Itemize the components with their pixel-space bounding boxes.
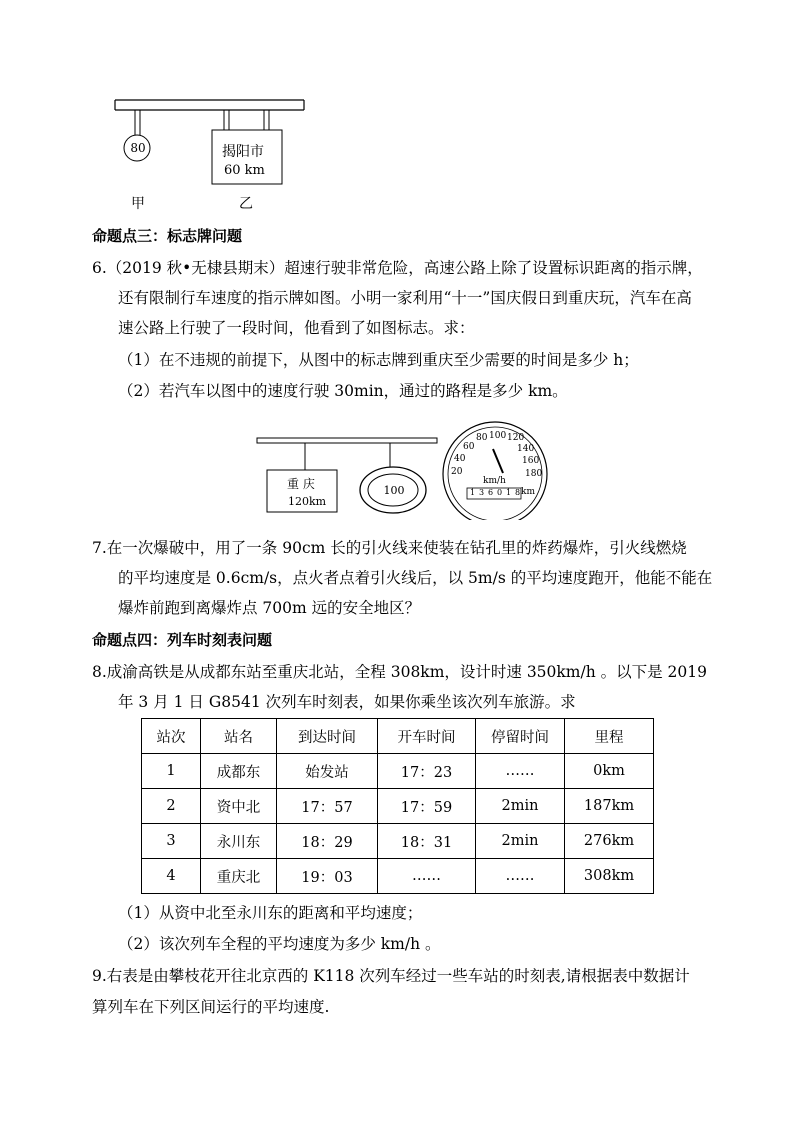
q6-line-1: 6.（2019 秋•无棣县期末）超速行驶非常危险，高速公路上除了设置标识距离的指示牌， [92, 259, 703, 277]
odometer-digit: 6 [487, 488, 494, 497]
table-row [142, 824, 654, 859]
table-cell: 19：03 [277, 859, 378, 894]
destination-sign-name: 揭阳市 [222, 144, 264, 160]
q7-line-1: 7.在一次爆破中，用了一条 90cm 长的引火线来使装在钻孔里的炸药爆炸，引火线燃烧 [92, 539, 687, 557]
table-header: 到达时间 [277, 719, 378, 754]
chongqing-sign-name: 重 庆 [287, 477, 315, 491]
table-cell: 308km [565, 859, 654, 894]
label-yi: 乙 [239, 196, 253, 212]
table-header: 站次 [142, 719, 201, 754]
odometer-digit: 1 [505, 488, 512, 497]
q8-line-1: 8.成渝高铁是从成都东站至重庆北站，全程 308km，设计时速 350km/h 。以下是 2019 [92, 663, 707, 681]
table-header: 停留时间 [476, 719, 565, 754]
speed-limit-80-text: 80 [130, 141, 146, 155]
odometer-digit: 8 [514, 488, 521, 497]
q8-sub-1: （1）从资中北至永川东的距离和平均速度； [118, 904, 423, 922]
label-jia: 甲 [131, 196, 145, 212]
gauge-tick-100: 100 [489, 431, 507, 441]
gauge-tick-40: 40 [454, 454, 466, 464]
table-cell: 2min [476, 789, 565, 824]
table-cell: 276km [565, 824, 654, 859]
table-cell: 0km [565, 754, 654, 789]
table-cell: 18：29 [277, 824, 378, 859]
destination-sign-distance: 60 km [224, 163, 265, 178]
table-cell: 187km [565, 789, 654, 824]
speed-limit-100-text: 100 [383, 484, 405, 497]
table-cell: 17：23 [378, 754, 476, 789]
gauge-tick-120: 120 [507, 433, 525, 443]
table-cell: 3 [142, 824, 201, 859]
gauge-tick-20: 20 [451, 467, 463, 477]
gauge-tick-140: 140 [517, 444, 535, 454]
gauge-tick-60: 60 [463, 442, 475, 452]
odometer-digits [468, 488, 522, 497]
table-header: 里程 [565, 719, 654, 754]
section-heading-4: 命题点四：列车时刻表问题 [92, 631, 273, 649]
q8-line-2: 年 3 月 1 日 G8541 次列车时刻表，如果你乘坐该次列车旅游。求 [118, 693, 576, 711]
q9-line-1: 9.右表是由攀枝花开往北京西的 K118 次列车经过一些车站的时刻表,请根据表中数据计 [92, 967, 690, 985]
table-cell: 重庆北 [201, 859, 277, 894]
table-cell: 18：31 [378, 824, 476, 859]
odometer-digit: 0 [496, 488, 503, 497]
table-cell: 成都东 [201, 754, 277, 789]
section-heading-3: 命题点三：标志牌问题 [92, 227, 243, 245]
q9-line-2: 算列车在下列区间运行的平均速度. [92, 998, 330, 1016]
q8-sub-2: （2）该次列车全程的平均速度为多少 km/h 。 [118, 935, 441, 953]
table-cell: 2min [476, 824, 565, 859]
table-row [142, 789, 654, 824]
q7-line-2: 的平均速度是 0.6cm/s，点火者点着引火线后，以 5m/s 的平均速度跑开，他能不能在 [118, 569, 713, 587]
table-cell: 4 [142, 859, 201, 894]
q6-line-3: 速公路上行驶了一段时间，他看到了如图标志。求： [118, 319, 475, 337]
train-timetable [141, 718, 654, 894]
table-cell: 2 [142, 789, 201, 824]
gauge-unit: km/h [483, 476, 506, 486]
q6-sub-1: （1）在不违规的前提下，从图中的标志牌到重庆至少需要的时间是多少 h； [118, 351, 639, 369]
table-cell: 永川东 [201, 824, 277, 859]
table-header: 站名 [201, 719, 277, 754]
table-row [142, 754, 654, 789]
q7-line-3: 爆炸前跑到离爆炸点 700m 远的安全地区？ [118, 599, 421, 617]
table-header: 开车时间 [378, 719, 476, 754]
q6-sub-2: （2）若汽车以图中的速度行驶 30min，通过的路程是多少 km。 [118, 382, 568, 400]
table-cell: …… [476, 859, 565, 894]
table-cell: 1 [142, 754, 201, 789]
table-cell: 始发站 [277, 754, 378, 789]
odometer-unit: km [521, 487, 535, 497]
q6-line-2: 还有限制行车速度的指示牌如图。小明一家利用“十一”国庆假日到重庆玩，汽车在高 [118, 289, 692, 307]
gauge-tick-80: 80 [476, 433, 488, 443]
odometer-digit: 1 [469, 488, 476, 497]
table-cell: …… [378, 859, 476, 894]
gauge-tick-180: 180 [525, 469, 543, 479]
table-cell: …… [476, 754, 565, 789]
odometer-digit: 3 [478, 488, 485, 497]
table-header-row [142, 719, 654, 754]
table-cell: 17：59 [378, 789, 476, 824]
gauge-tick-160: 160 [522, 456, 540, 466]
table-cell: 资中北 [201, 789, 277, 824]
chongqing-sign-distance: 120km [288, 495, 327, 508]
table-cell: 17：57 [277, 789, 378, 824]
table-row [142, 859, 654, 894]
